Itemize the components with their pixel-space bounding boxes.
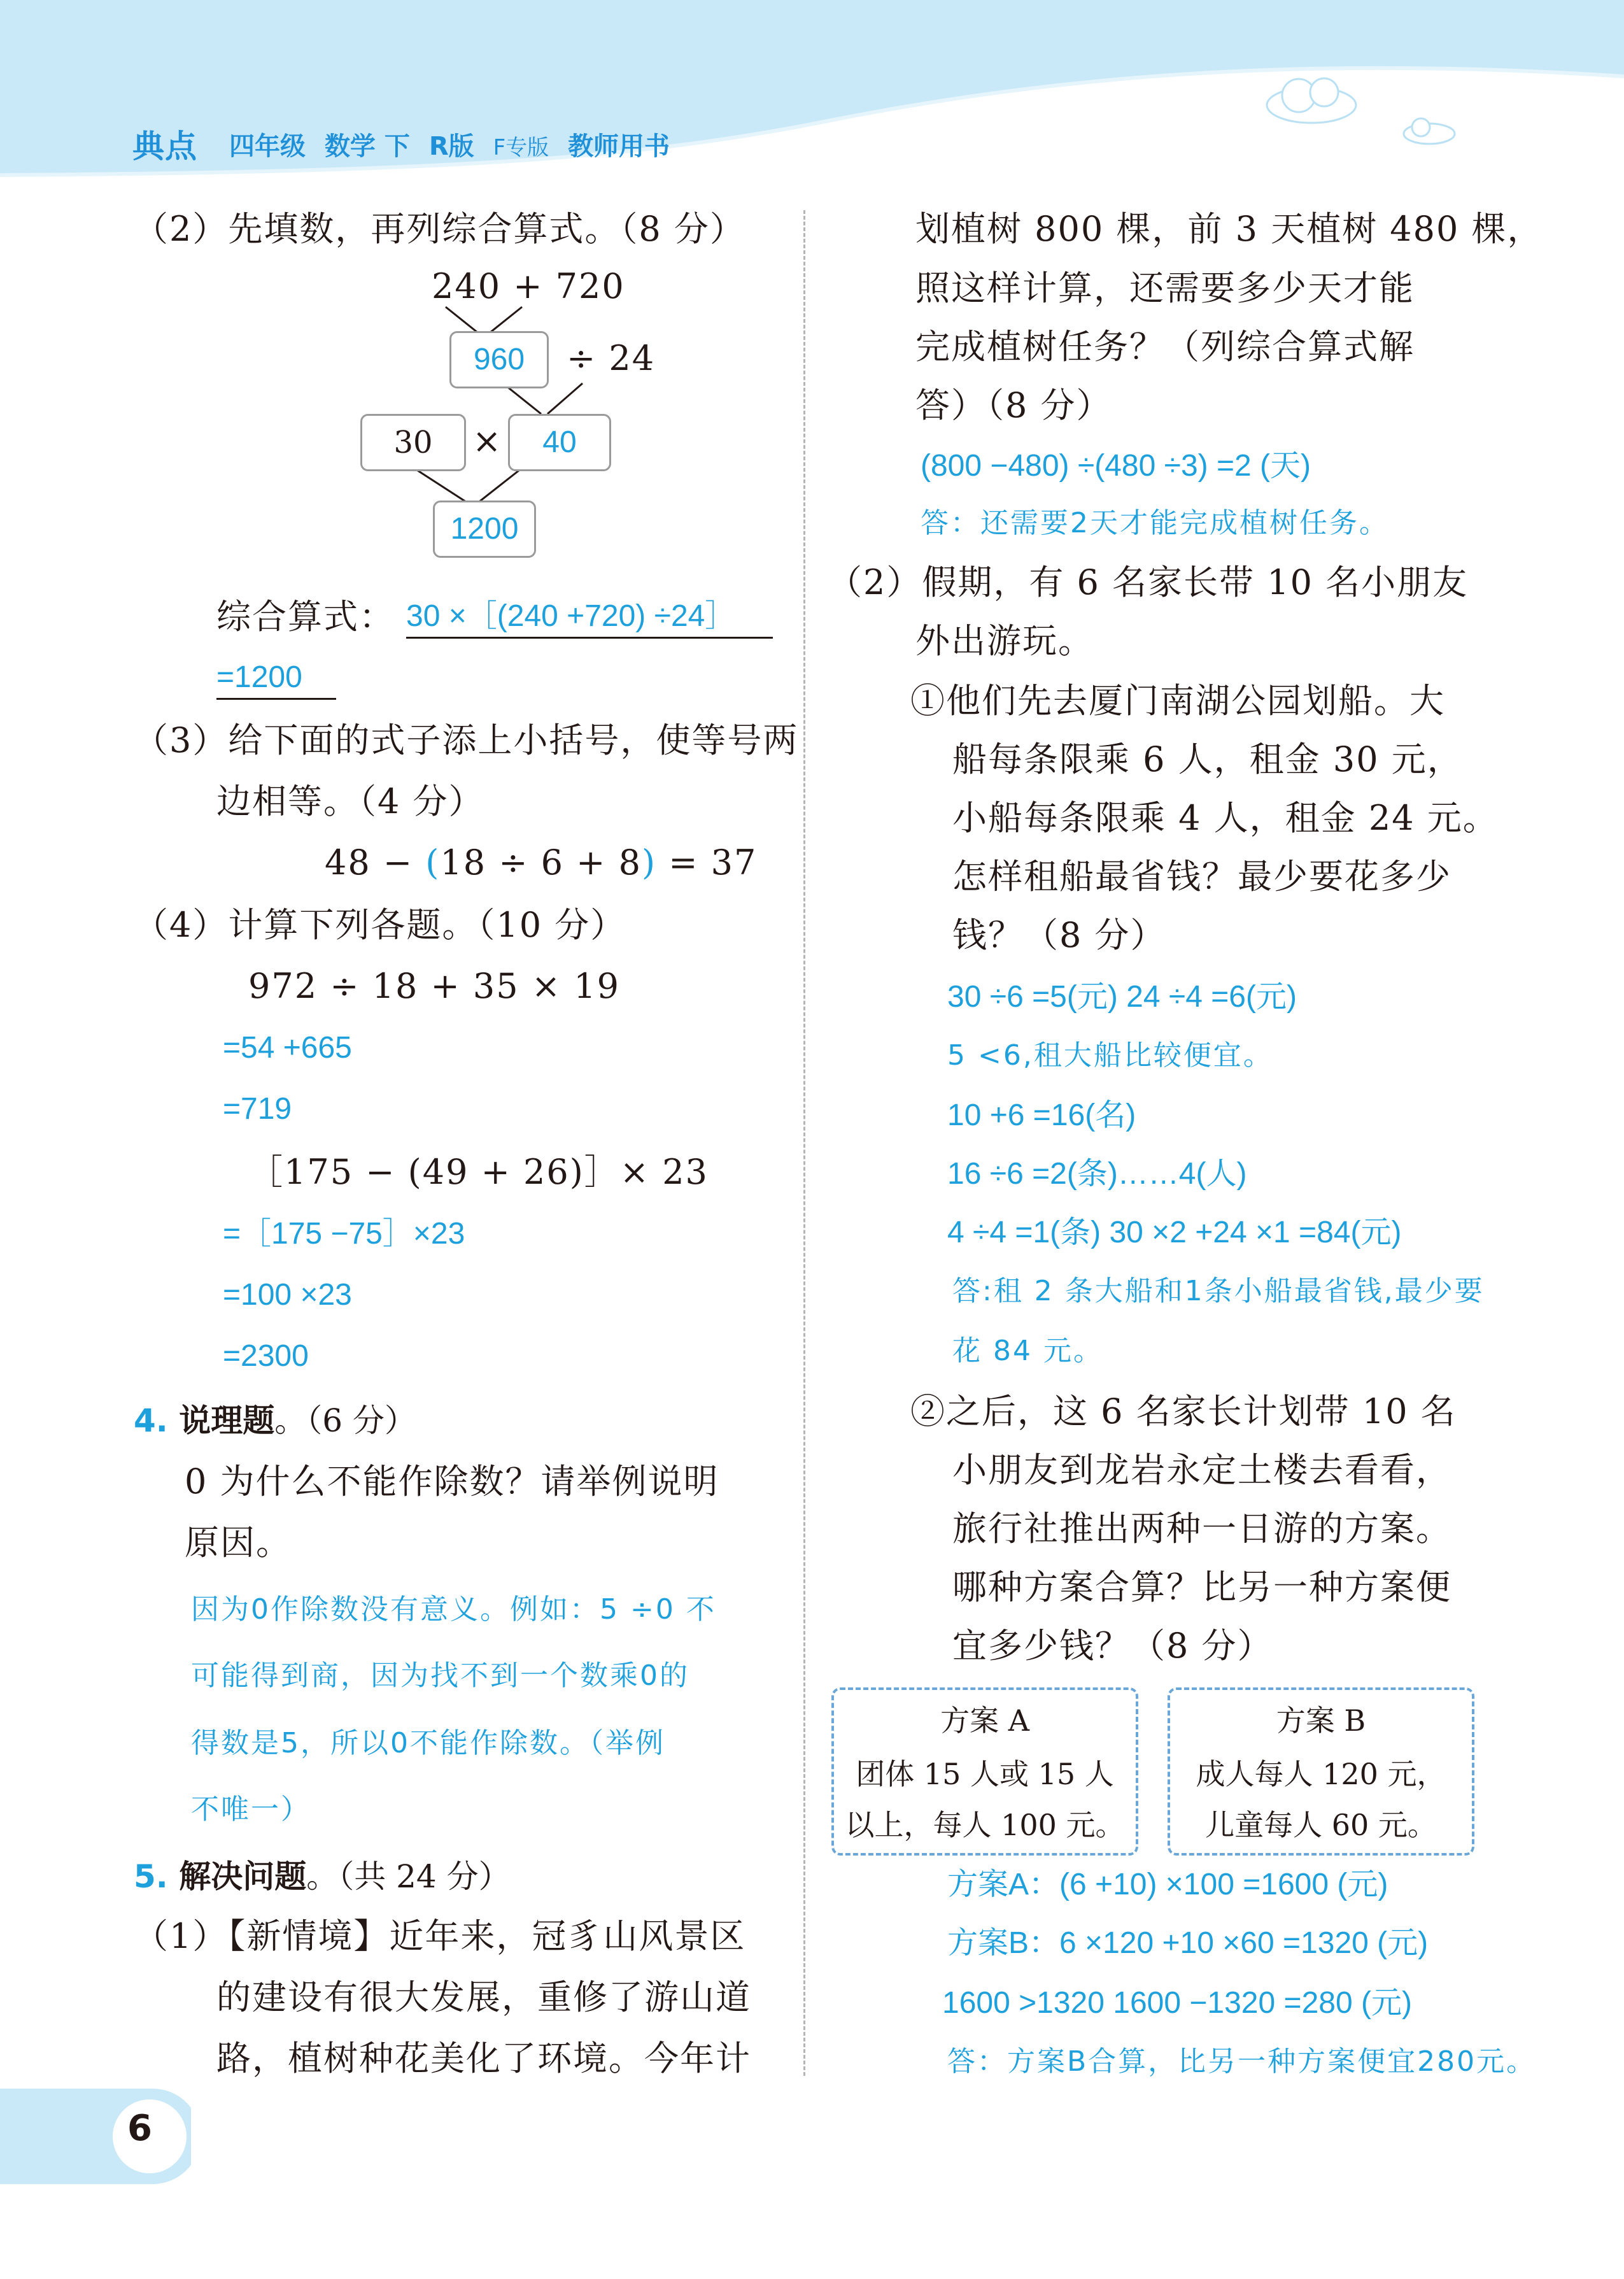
r-p1-line3: 小船每条限乘 4 人，租金 24 元。 [952,798,1499,838]
r-q1-line1: 划植树 800 棵，前 3 天植树 480 棵， [915,209,1543,249]
r-q1-line4: 答）（8 分） [915,385,1112,425]
r-p1-line5: 钱？（8 分） [952,915,1166,955]
section-4-title: 4. 说理题。（6 分） [134,1402,416,1439]
s4-question-2: 原因。 [185,1523,292,1563]
formula-label: 综合算式： [216,597,395,637]
tree-box-1200: 1200 [433,501,536,558]
q4-problem-2: ［175 − (49 + 26)］× 23 [248,1152,709,1192]
r-p1-line1: ①他们先去厦门南湖公园划船。大 [910,681,1445,721]
plan-b-line2: 儿童每人 60 元。 [1205,1808,1437,1842]
q4-p1-step1: =54 +665 [223,1031,352,1065]
tree-divide-24: ÷ 24 [567,338,656,378]
r-p1-answer-1: 30 ÷6 =5(元) 24 ÷4 =6(元) [947,980,1297,1014]
brand-logo: 典点 [132,128,197,165]
s4-answer-3: 得数是5，所以0不能作除数。（举例 [191,1727,665,1759]
q3-title-1: （3）给下面的式子添上小括号，使等号两 [134,720,799,760]
header-book-type: 教师用书 [568,132,670,161]
page-number-tab [0,2089,191,2184]
tree-top-expr: 240 + 720 [432,266,625,306]
s5-q1-line3: 路，植树种花美化了环境。今年计 [216,2038,751,2078]
header-subject: 数学 下 [324,132,410,161]
r-p1-line4: 怎样租船最省钱？最少要花多少 [952,856,1451,897]
s4-answer-4: 不唯一） [191,1793,311,1826]
s5-q1-line1: （1）【新情境】近年来，冠豸山风景区 [134,1916,746,1956]
r-p2-answer-1: 方案A：(6 +10) ×100 =1600 (元) [947,1868,1388,1901]
formula-answer-line2: =1200 [216,657,336,700]
formula-answer-line1: 30 ×［(240 +720) ÷24］ [406,596,773,639]
r-q1-answer-2: 答：还需要2天才能完成植树任务。 [921,507,1389,539]
r-p2-line1: ②之后，这 6 名家长计划带 10 名 [910,1391,1457,1431]
r-p1-answer-2: 5 <6,租大船比较便宜。 [947,1039,1273,1072]
r-q1-line3: 完成植树任务？（列综合算式解 [915,327,1415,367]
r-p1-answer-5: 4 ÷4 =1(条) 30 ×2 +24 ×1 =84(元) [947,1216,1402,1249]
plan-b-card [1168,1687,1474,1856]
s4-answer-1: 因为0作除数没有意义。例如：5 ÷0 不 [191,1593,716,1626]
column-divider [803,210,805,2076]
r-p1-answer-4: 16 ÷6 =2(条)……4(人) [947,1157,1247,1191]
plan-a-line1: 团体 15 人或 15 人 [856,1757,1114,1791]
header-banner [0,0,1624,210]
cloud-icon [1267,78,1356,123]
plan-a-title: 方案 A [940,1703,1029,1738]
q4-p2-step1: =［175 −75］×23 [223,1217,465,1251]
tree-box-960: 960 [449,331,549,388]
r-p2-line3: 旅行社推出两种一日游的方案。 [952,1509,1451,1549]
q4-title: （4）计算下列各题。（10 分） [134,905,626,945]
header-special: F专版 [493,135,549,160]
r-q1-line2: 照这样计算，还需要多少天才能 [915,268,1415,308]
plan-b-title: 方案 B [1276,1703,1366,1738]
q3-title-2: 边相等。（4 分） [216,781,484,821]
q3-expression: 48 − (18 ÷ 6 + 8) = 37 [325,842,758,883]
r-p2-answer-2: 方案B：6 ×120 +10 ×60 =1320 (元) [947,1926,1429,1960]
s4-question-1: 0 为什么不能作除数？请举例说明 [185,1461,719,1502]
r-q2-line2: 外出游玩。 [915,621,1094,661]
r-p1-line2: 船每条限乘 6 人，租金 30 元， [952,739,1463,779]
tree-box-30: 30 [360,414,466,471]
plan-a-card [831,1687,1138,1856]
r-p2-line5: 宜多少钱？（8 分） [952,1626,1273,1666]
plan-b-line1: 成人每人 120 元， [1196,1757,1446,1791]
plan-a-line2: 以上，每人 100 元。 [845,1808,1125,1842]
r-p1-answer-7: 花 84 元。 [952,1335,1103,1367]
tree-box-40: 40 [508,414,611,471]
r-p2-answer-3: 1600 >1320 1600 −1320 =280 (元) [942,1986,1412,2020]
header-title [229,126,680,162]
header-edition: R版 [428,132,474,161]
r-p2-line2: 小朋友到龙岩永定土楼去看看， [952,1450,1451,1490]
q2-title: （2）先填数，再列综合算式。（8 分） [134,209,745,249]
r-p1-answer-3: 10 +6 =16(名) [947,1098,1136,1132]
s5-q1-line2: 的建设有很大发展，重修了游山道 [216,1977,751,2017]
r-p2-answer-4: 答：方案B合算，比另一种方案便宜280元。 [947,2045,1537,2078]
r-q1-answer-1: (800 −480) ÷(480 ÷3) =2 (天) [921,449,1311,483]
q4-p1-step2: =719 [223,1092,292,1126]
page-number: 6 [127,2108,152,2149]
q4-p2-step2: =100 ×23 [223,1278,352,1312]
q4-problem-1: 972 ÷ 18 + 35 × 19 [248,966,620,1006]
cloud-icon [1404,118,1455,144]
tree-times: × [472,421,503,461]
q4-p2-step3: =2300 [223,1339,309,1373]
header-grade: 四年级 [229,132,306,161]
r-q2-line1: （2）假期，有 6 名家长带 10 名小朋友 [828,562,1469,602]
r-p1-answer-6: 答:租 2 条大船和1条小船最省钱,最少要 [952,1275,1485,1307]
r-p2-line4: 哪种方案合算？比另一种方案便 [952,1567,1451,1607]
section-5-title: 5. 解决问题。（共 24 分） [134,1858,511,1895]
s4-answer-2: 可能得到商，因为找不到一个数乘0的 [191,1659,689,1692]
